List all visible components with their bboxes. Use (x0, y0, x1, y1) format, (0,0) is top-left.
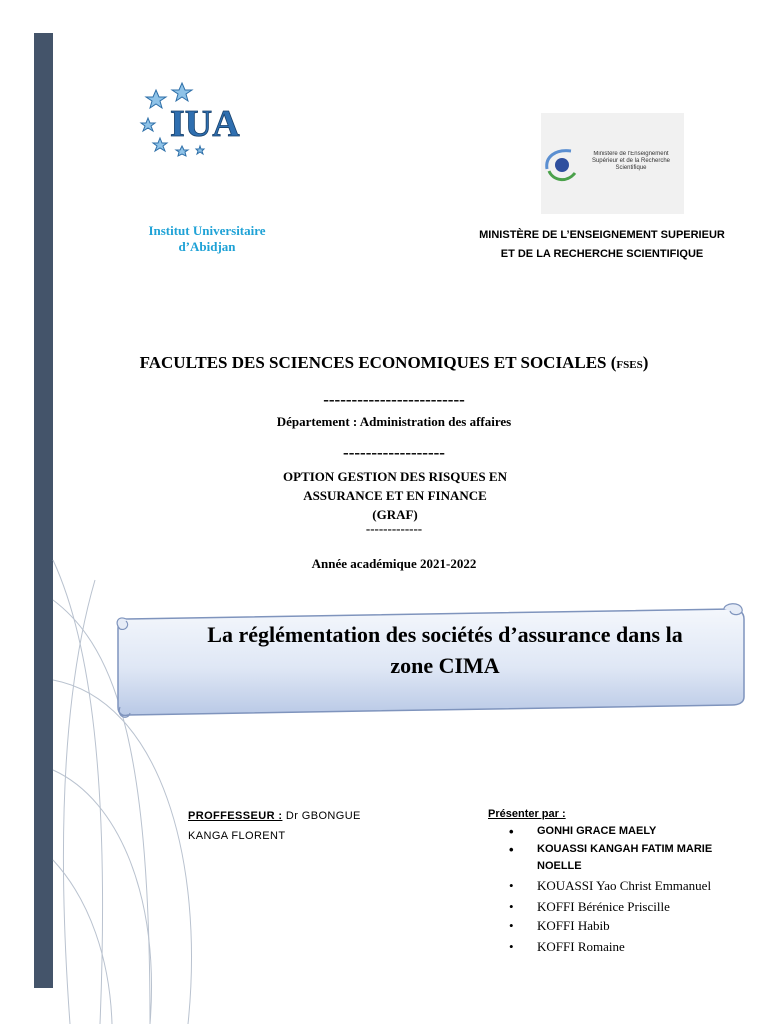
academic-year: Année académique 2021-2022 (311, 556, 477, 571)
option-title (240, 467, 550, 524)
document-title-line2: zone CIMA (390, 653, 500, 678)
list-item: • KOFFI Habib (505, 918, 745, 934)
ministry-logo-text: Ministère de l'Enseignement Supérieur et de la Recherche Scientifique (591, 151, 671, 171)
ministry-name (440, 226, 764, 264)
institution-name (122, 223, 292, 255)
option-line3: (GRAF) (372, 507, 418, 522)
iua-logo-text: IUA (170, 103, 240, 145)
list-item: • KOUASSI KANGAH FATIM MARIE NOELLE (505, 841, 745, 875)
student-list (505, 823, 745, 955)
document-title-line1: La réglémentation des sociétés d’assurance dans la (207, 622, 683, 647)
faculty-abbr: FSES (616, 359, 643, 371)
option-line2: ASSURANCE ET EN FINANCE (303, 488, 487, 503)
list-item: • KOFFI Bérénice Priscille (505, 899, 745, 915)
separator-1: ------------------------- (323, 390, 465, 409)
list-item: • GONHI GRACE MAELY (505, 823, 745, 840)
ministry-logo-graphic (541, 113, 684, 214)
ministry-logo (541, 113, 684, 214)
institution-name-line1: Institut Universitaire (148, 223, 266, 238)
professor-name-part2: KANGA FLORENT (188, 830, 286, 842)
presenters-label: Présenter par : (488, 808, 566, 820)
ministry-name-line1: MINISTÈRE DE L’ENSEIGNEMENT SUPERIEUR (479, 229, 725, 241)
faculty-close: ) (642, 353, 649, 372)
list-item: • KOFFI Romaine (505, 939, 745, 955)
ministry-name-line2: ET DE LA RECHERCHE SCIENTIFIQUE (500, 248, 704, 260)
iua-logo (120, 76, 258, 168)
professor-name-part1: Dr GBONGUE (282, 810, 361, 822)
institution-name-line2: d’Abidjan (178, 239, 236, 254)
faculty-name: FACULTES DES SCIENCES ECONOMIQUES ET SOCIALES ( (139, 353, 617, 372)
iua-logo-graphic (120, 76, 258, 168)
faculty-title (60, 353, 728, 373)
separator-2: ------------------ (343, 443, 445, 462)
department: Département : Administration des affaires (276, 414, 512, 429)
separator-3: ------------- (365, 521, 423, 536)
option-line1: OPTION GESTION DES RISQUES EN (283, 469, 507, 484)
professor-label: PROFFESSEUR : (188, 810, 283, 822)
document-title (150, 619, 740, 681)
professor-block (188, 806, 408, 846)
list-item: • KOUASSI Yao Christ Emmanuel (505, 878, 745, 894)
